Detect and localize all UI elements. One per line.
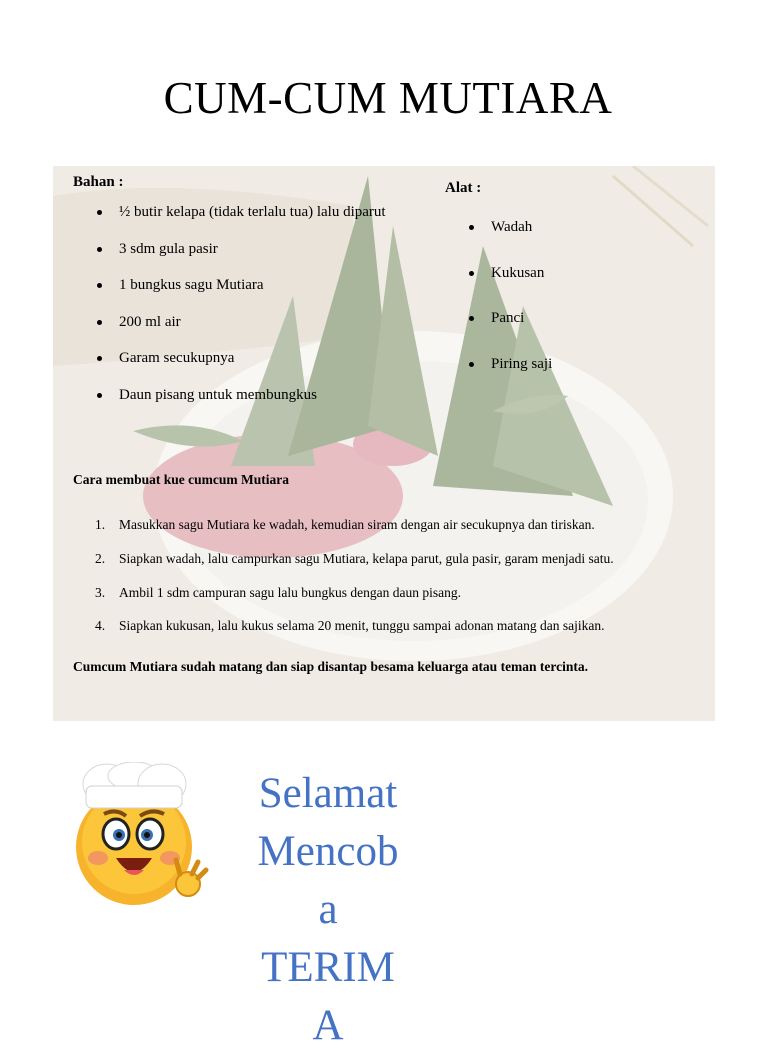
recipe-content [53, 166, 715, 721]
step-number: 4. [95, 618, 106, 634]
bahan-item-text: Daun pisang untuk membungkus [119, 386, 317, 403]
alat-item-text: Wadah [491, 219, 533, 235]
list-item [445, 309, 665, 355]
closing-line: Mencob [257, 828, 399, 875]
step-text: Ambil 1 sdm campuran sagu lalu bungkus dengan daun pisang. [119, 584, 461, 600]
list-item [73, 349, 453, 386]
closing-line: a [318, 886, 338, 933]
list-item [445, 218, 665, 264]
closing-greeting [240, 765, 416, 1055]
recipe-box [53, 166, 715, 721]
alat-list [445, 218, 665, 400]
closing-line: A [312, 1002, 344, 1049]
bullet-icon [469, 271, 474, 276]
bullet-icon [97, 210, 102, 215]
bullet-icon [469, 225, 474, 230]
list-item [73, 203, 453, 240]
steps-list [73, 516, 703, 651]
bullet-icon [469, 316, 474, 321]
bullet-icon [97, 320, 102, 325]
step-text: Masukkan sagu Mutiara ke wadah, kemudian siram dengan air secukupnya dan tiriskan. [119, 517, 595, 532]
list-item [445, 264, 665, 310]
list-item [73, 516, 703, 550]
step-number: 2. [95, 550, 106, 566]
alat-item-text: Panci [491, 310, 525, 326]
bahan-item-text: 3 sdm gula pasir [119, 240, 218, 257]
list-item [73, 584, 703, 618]
step-text: Siapkan kukusan, lalu kukus selama 20 menit, tunggu sampai adonan matang dan sajikan. [119, 618, 605, 634]
step-number: 1. [95, 517, 106, 532]
bahan-item-text: Garam secukupnya [119, 350, 235, 366]
list-item [445, 355, 665, 401]
bullet-icon [97, 356, 102, 361]
bullet-icon [469, 362, 474, 367]
bullet-icon [97, 247, 102, 252]
list-item [73, 240, 453, 277]
bahan-item-text: 1 bungkus sagu Mutiara [119, 277, 264, 293]
list-item [73, 276, 453, 313]
list-item [73, 550, 703, 584]
list-item [73, 617, 703, 651]
alat-item-text: Piring saji [491, 355, 553, 372]
closing-line: Selamat [258, 770, 398, 817]
list-item [73, 313, 453, 350]
bahan-heading: Bahan : [73, 174, 124, 190]
alat-item-text: Kukusan [491, 264, 545, 281]
cara-heading: Cara membuat kue cumcum Mutiara [73, 472, 289, 487]
page-title: CUM-CUM MUTIARA [163, 73, 613, 123]
bullet-icon [97, 393, 102, 398]
bullet-icon [97, 283, 102, 288]
bahan-item-text: 200 ml air [119, 313, 181, 330]
step-number: 3. [95, 584, 106, 600]
closing-line: TERIM [261, 944, 395, 991]
list-item [73, 386, 453, 423]
chef-emoji-icon [72, 762, 210, 906]
bahan-item-text: ½ butir kelapa (tidak terlalu tua) lalu diparut [119, 204, 386, 220]
bahan-list [73, 203, 453, 422]
step-text: Siapkan wadah, lalu campurkan sagu Mutiara, kelapa parut, gula pasir, garam menjadi satu. [119, 550, 614, 566]
closing-note: Cumcum Mutiara sudah matang dan siap disantap besama keluarga atau teman tercinta. [73, 659, 589, 674]
alat-heading: Alat : [445, 180, 482, 196]
